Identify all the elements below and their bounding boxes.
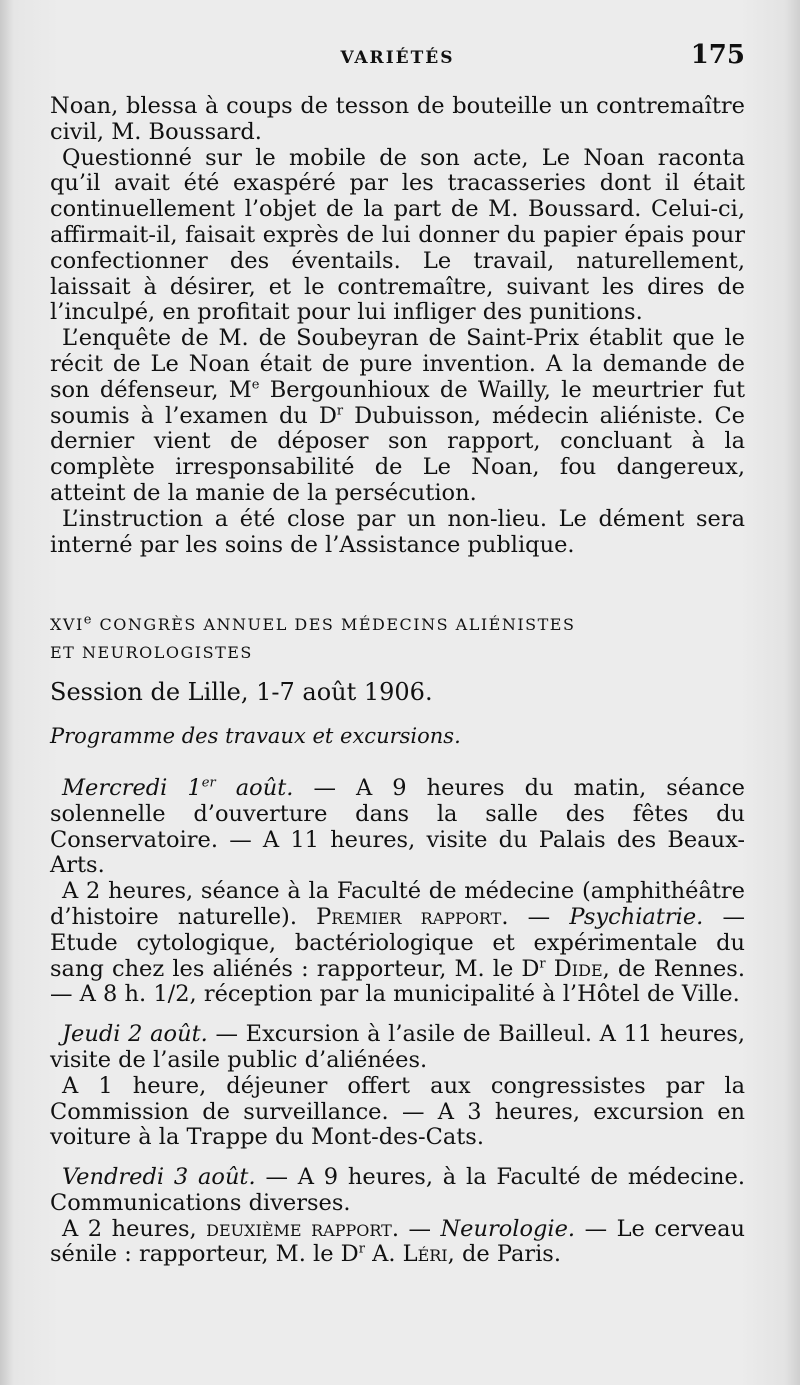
superscript: r <box>539 956 546 972</box>
day-label: Jeudi 2 août. <box>62 1021 208 1048</box>
day-text: , de Paris. <box>447 1241 562 1268</box>
day-text: , de Rennes. — A 8 h. 1/2, réception par la municipalité à l’Hôtel de Ville. <box>50 955 745 1008</box>
day-text: . — <box>391 1215 441 1242</box>
programme-heading: Programme des travaux et excursions. <box>50 724 461 749</box>
title-text: XVI <box>50 615 84 635</box>
rapporteur-name: Dide <box>545 955 603 982</box>
session-heading: Session de Lille, 1-7 août 1906. <box>50 678 433 707</box>
superscript: e <box>251 377 260 393</box>
day-wednesday-afternoon <box>50 879 745 1008</box>
day-text: — A 9 heures, à la Faculté de médecine. Communications diverses. <box>50 1164 746 1216</box>
title-text: CONGRÈS ANNUEL DES MÉDECINS ALIÉNISTES <box>92 615 576 635</box>
day-text: A 2 heures, séance à la Faculté de médecine (amphithéâtre d’histoire naturelle). <box>50 878 745 930</box>
congress-title <box>50 612 745 638</box>
day-text: — Le cerveau sénile : rapporteur, M. le D <box>50 1215 745 1268</box>
day-wednesday <box>50 776 745 879</box>
superscript: er <box>201 775 216 791</box>
day-friday-afternoon <box>50 1217 745 1269</box>
congress-title-line2: ET NEUROLOGISTES <box>50 643 253 663</box>
paragraph-text: L’instruction a été close par un non-lieu. Le dément sera interné par les soins de l’Assistance publique. <box>50 505 745 558</box>
rapporteur-name: A. Léri <box>364 1241 448 1268</box>
paragraph-text: L’enquête de M. de Soubeyran de Saint-Prix établit que le récit de Le Noan était de pure invention. A la demande de son défenseur, M <box>50 325 745 403</box>
paragraph-continuation <box>50 94 745 146</box>
superscript: e <box>83 613 93 629</box>
page-header <box>50 40 745 80</box>
day-label: Vendredi 3 août. <box>62 1164 256 1191</box>
day-label: août. <box>215 774 294 801</box>
page-body <box>50 94 745 1268</box>
day-text: . — <box>501 903 570 930</box>
report-topic: Neurologie. <box>440 1215 576 1242</box>
superscript: r <box>336 403 344 419</box>
day-text: A 1 heure, déjeuner offert aux congressistes par la Commission de surveillance. — A 3 heures, excursion en voiture à la Trappe du Mont-des-Cats. <box>50 1072 745 1151</box>
paragraph-text: Questionné sur le mobile de son acte, Le Noan raconta qu’il avait été exaspéré par les tracasseries dont il était continuellement l’objet de la part de M. Boussard. Celui-ci, affirmait-il, faisait exprès de lui donner du papier épais pour confectionner des éventails. Le travail, naturellement, laissait à désirer, et le contremaître, suivant les dires de l’inculpé, en profitait pour lui infliger des punitions. <box>50 144 745 326</box>
day-text: — A 9 heures du matin, séance solennelle d’ouverture dans la salle des fêtes du Conservatoire. — A 11 heures, visite du Palais des Beaux-Arts. <box>50 774 745 879</box>
report-label: deuxième rapport <box>206 1215 392 1242</box>
superscript: r <box>358 1241 365 1257</box>
day-label: Mercredi 1 <box>62 774 202 801</box>
report-topic: Psychiatrie. <box>569 903 704 930</box>
paragraph-motive <box>50 146 745 327</box>
day-friday <box>50 1165 745 1217</box>
paragraph-inquiry <box>50 326 745 507</box>
day-text: — Etude cytologique, bactériologique et expérimentale du sang chez les aliénés : rapporteur, M. le D <box>50 903 745 982</box>
paragraph-text: Noan, blessa à coups de tesson de bouteille un contremaître civil, M. Boussard. <box>50 93 745 145</box>
page-number: 175 <box>690 40 745 70</box>
paragraph-text: Bergounhioux de Wailly, le meurtrier fut soumis à l’examen du D <box>50 376 745 429</box>
day-text: — Excursion à l’asile de Bailleul. A 11 heures, visite de l’asile public d’aliénées. <box>50 1021 745 1073</box>
report-label: Premier rapport <box>316 903 502 930</box>
day-thursday-afternoon <box>50 1074 745 1151</box>
running-title: VARIÉTÉS <box>340 48 455 68</box>
paragraph-text: Dubuisson, médecin aliéniste. Ce dernier vient de déposer son rapport, concluant à la complète irresponsabilité de Le Noan, fou dangereux, atteint de la manie de la persécution. <box>50 402 745 506</box>
day-thursday <box>50 1022 745 1074</box>
day-text: A 2 heures, <box>62 1215 207 1242</box>
paragraph-conclusion <box>50 507 745 559</box>
